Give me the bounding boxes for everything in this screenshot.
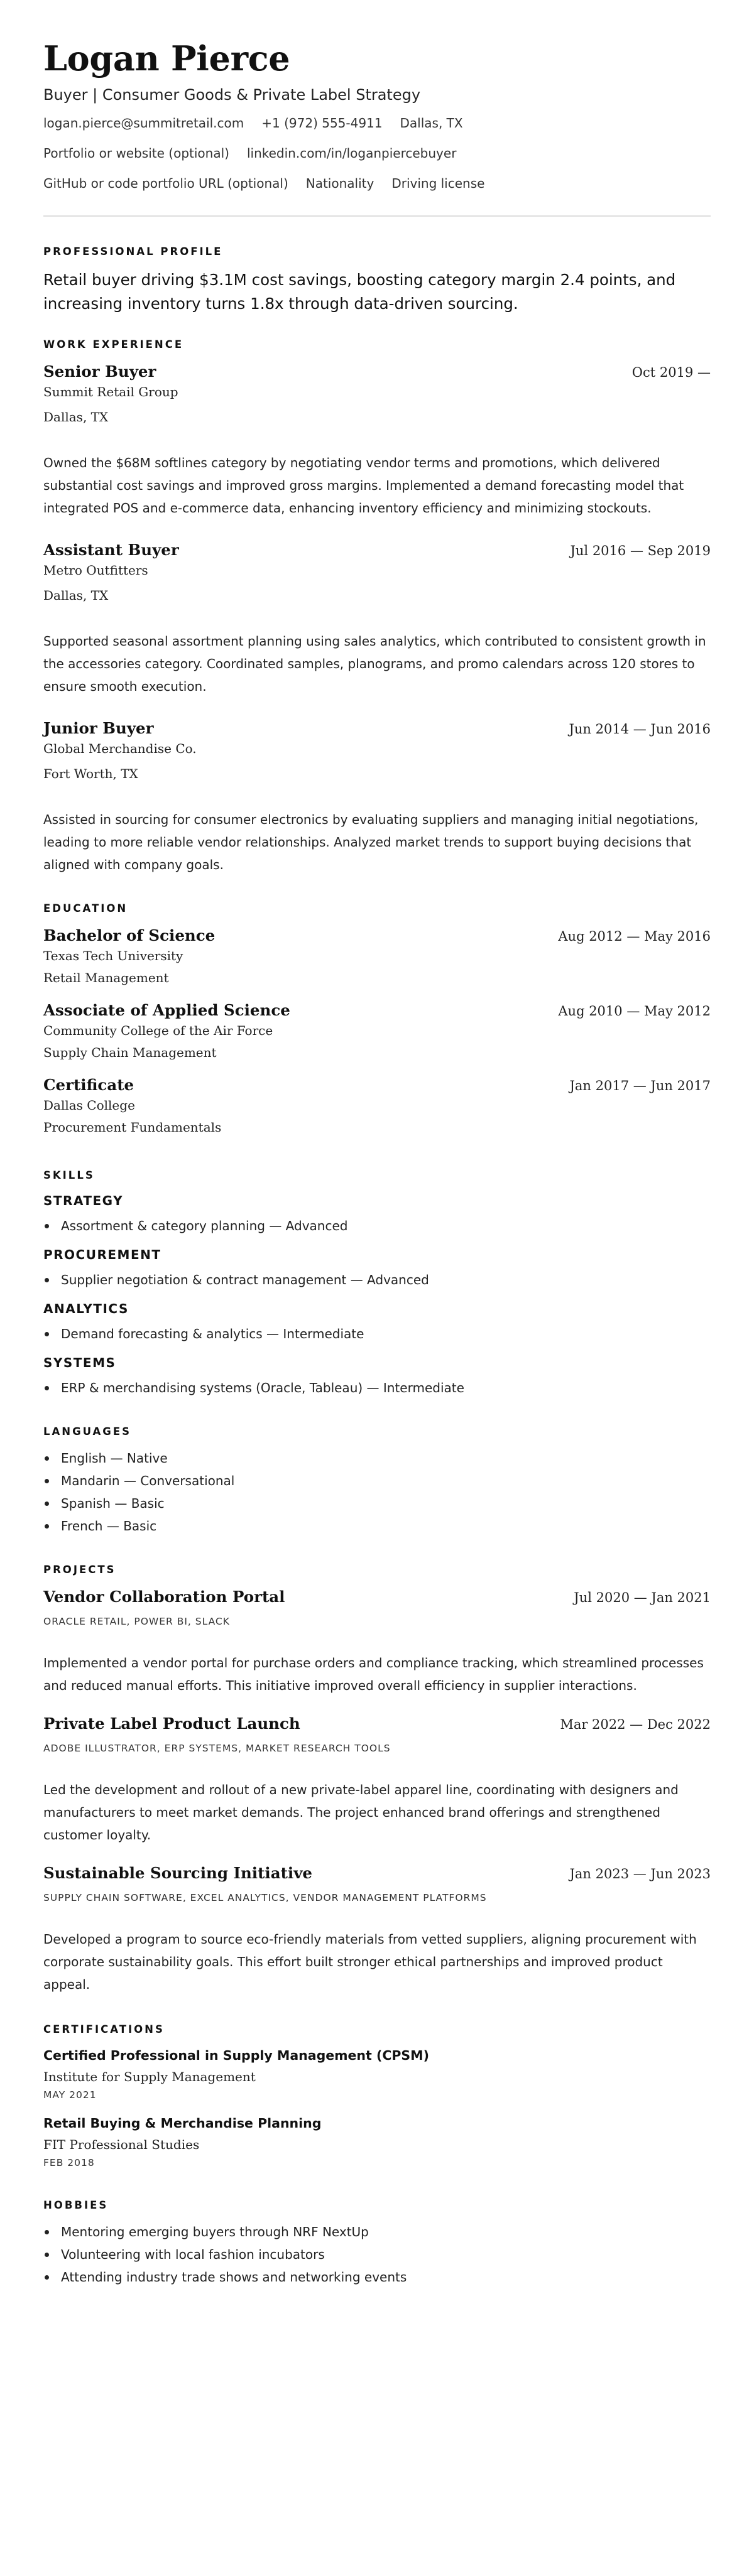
certifications-section: [43, 2022, 711, 2170]
profile-summary: Retail buyer driving $3.1M cost savings, boosting category margin 2.4 points, and increasing inventory turns 1.8x through data-driven sourcing.: [43, 271, 676, 313]
profile-section: [43, 244, 711, 316]
job-location: Dallas, TX: [43, 409, 109, 425]
candidate-name: Logan Pierce: [43, 38, 290, 78]
job-company: Summit Retail Group: [43, 384, 178, 399]
section-title-hobbies: HOBBIES: [43, 2199, 109, 2211]
skill-category: [43, 1354, 711, 1399]
project-title: Sustainable Sourcing Initiative: [43, 1864, 313, 1882]
language-item: French — Basic: [43, 1515, 711, 1537]
school-name: Dallas College: [43, 1098, 135, 1113]
skill-category-name: ANALYTICS: [43, 1301, 129, 1316]
location-text: Dallas, TX: [400, 116, 463, 131]
extra-info-row: [43, 175, 711, 192]
project-date: Jul 2020 — Jan 2021: [574, 1590, 711, 1605]
degree-title: Certificate: [43, 1076, 134, 1094]
section-title-skills: SKILLS: [43, 1169, 95, 1181]
project-entry: [43, 1863, 711, 1996]
project-description: Led the development and rollout of a new private-label apparel line, coordinating with designers and manufacturers to meet market demands. The project enhanced brand offerings and strengthened customer loyalty.: [43, 1782, 679, 1843]
hobby-item: Volunteering with local fashion incubators: [43, 2243, 711, 2266]
education-date: Aug 2010 — May 2012: [558, 1004, 711, 1019]
job-location: Fort Worth, TX: [43, 766, 138, 781]
school-name: Texas Tech University: [43, 948, 183, 963]
experience-entry: [43, 718, 711, 876]
language-item: Mandarin — Conversational: [43, 1469, 711, 1492]
project-description: Developed a program to source eco-friendly materials from vetted suppliers, aligning procurement with corporate sustainability goals. This effort built stronger ethical partnerships and improved product appeal.: [43, 1932, 697, 1992]
section-title-projects: PROJECTS: [43, 1564, 116, 1576]
language-item: English — Native: [43, 1447, 711, 1469]
candidate-headline: Buyer | Consumer Goods & Private Label Strategy: [43, 86, 421, 104]
header-divider: [43, 215, 711, 217]
degree-title: Associate of Applied Science: [43, 1001, 290, 1019]
job-description: Owned the $68M softlines category by negotiating vendor terms and promotions, which delivered substantial cost savings and improved gross margins. Implemented a demand forecasting model that integrated POS and e-commerce data, enhancing inventory efficiency and minimizing stockouts.: [43, 455, 684, 516]
experience-entry: [43, 361, 711, 519]
skill-item: ERP & merchandising systems (Oracle, Tableau) — Intermediate: [43, 1377, 711, 1399]
certification-name: Retail Buying & Merchandise Planning: [43, 2116, 322, 2131]
field-of-study: Procurement Fundamentals: [43, 1120, 222, 1135]
section-title-profile: PROFESSIONAL PROFILE: [43, 246, 223, 257]
skill-item: Supplier negotiation & contract management — Advanced: [43, 1269, 711, 1291]
job-location: Dallas, TX: [43, 588, 109, 603]
certification-issuer: FIT Professional Studies: [43, 2137, 200, 2152]
contact-row: [43, 114, 711, 132]
experience-section: [43, 337, 711, 876]
project-tech: SUPPLY CHAIN SOFTWARE, EXCEL ANALYTICS, VENDOR MANAGEMENT PLATFORMS: [43, 1892, 487, 1903]
driving-license-text: Driving license: [391, 176, 485, 191]
portfolio-link[interactable]: Portfolio or website (optional): [43, 146, 229, 161]
github-link[interactable]: GitHub or code portfolio URL (optional): [43, 176, 288, 191]
language-item: Spanish — Basic: [43, 1492, 711, 1515]
education-entry: [43, 1000, 711, 1062]
certification-entry: [43, 2046, 711, 2102]
section-title-education: EDUCATION: [43, 902, 128, 914]
project-entry: [43, 1586, 711, 1697]
skill-category-name: SYSTEMS: [43, 1355, 116, 1370]
school-name: Community College of the Air Force: [43, 1023, 273, 1038]
certification-entry: [43, 2114, 711, 2170]
project-title: Vendor Collaboration Portal: [43, 1588, 285, 1606]
skills-section: [43, 1168, 711, 1399]
links-row: [43, 144, 711, 162]
hobby-item: Mentoring emerging buyers through NRF NextUp: [43, 2221, 711, 2243]
resume-header: [43, 36, 711, 192]
project-tech: ADOBE ILLUSTRATOR, ERP SYSTEMS, MARKET RESEARCH TOOLS: [43, 1743, 391, 1754]
project-date: Jan 2023 — Jun 2023: [569, 1866, 711, 1881]
certification-name: Certified Professional in Supply Management (CPSM): [43, 2048, 429, 2063]
project-date: Mar 2022 — Dec 2022: [560, 1717, 711, 1732]
field-of-study: Supply Chain Management: [43, 1045, 217, 1060]
job-company: Global Merchandise Co.: [43, 741, 197, 756]
skill-item: Demand forecasting & analytics — Intermediate: [43, 1323, 711, 1345]
skill-category-name: STRATEGY: [43, 1193, 124, 1208]
skill-category: [43, 1192, 711, 1237]
certification-date: FEB 2018: [43, 2157, 95, 2168]
education-entry: [43, 1074, 711, 1137]
experience-entry: [43, 539, 711, 698]
hobby-item: Attending industry trade shows and networking events: [43, 2266, 711, 2288]
skill-category: [43, 1246, 711, 1291]
job-description: Assisted in sourcing for consumer electronics by evaluating suppliers and managing initial negotiations, leading to more reliable vendor relationships. Analyzed market trends to support buying decisions that aligned with company goals.: [43, 812, 699, 872]
project-description: Implemented a vendor portal for purchase orders and compliance tracking, which streamlined processes and reduced manual efforts. This initiative improved overall efficiency in supplier interactions.: [43, 1655, 704, 1693]
project-tech: ORACLE RETAIL, POWER BI, SLACK: [43, 1616, 230, 1627]
job-date: Jun 2014 — Jun 2016: [569, 722, 711, 737]
skill-item: Assortment & category planning — Advanced: [43, 1215, 711, 1237]
education-date: Aug 2012 — May 2016: [558, 929, 711, 944]
job-title: Assistant Buyer: [43, 541, 179, 559]
phone-text: +1 (972) 555-4911: [261, 116, 383, 131]
job-company: Metro Outfitters: [43, 563, 148, 578]
linkedin-link[interactable]: linkedin.com/in/loganpiercebuyer: [246, 146, 457, 161]
education-entry: [43, 925, 711, 987]
job-date: Oct 2019 —: [631, 365, 711, 380]
skill-category-name: PROCUREMENT: [43, 1247, 161, 1262]
hobbies-section: [43, 2198, 711, 2288]
section-title-languages: LANGUAGES: [43, 1426, 131, 1437]
project-title: Private Label Product Launch: [43, 1714, 300, 1733]
projects-section: [43, 1562, 711, 1996]
project-entry: [43, 1713, 711, 1846]
job-title: Senior Buyer: [43, 362, 156, 381]
email-link[interactable]: logan.pierce@summitretail.com: [43, 116, 244, 131]
languages-section: [43, 1424, 711, 1537]
skill-category: [43, 1300, 711, 1345]
job-description: Supported seasonal assortment planning using sales analytics, which contributed to consistent growth in the accessories category. Coordinated samples, planograms, and promo calendars across 120 stores to ensure smooth execution.: [43, 634, 706, 694]
education-section: [43, 901, 711, 1137]
nationality-text: Nationality: [305, 176, 374, 191]
job-title: Junior Buyer: [43, 719, 154, 737]
section-title-certifications: CERTIFICATIONS: [43, 2023, 165, 2035]
education-date: Jan 2017 — Jun 2017: [569, 1078, 711, 1093]
section-title-experience: WORK EXPERIENCE: [43, 338, 184, 350]
certification-issuer: Institute for Supply Management: [43, 2069, 256, 2084]
degree-title: Bachelor of Science: [43, 926, 216, 944]
job-date: Jul 2016 — Sep 2019: [570, 543, 711, 558]
certification-date: MAY 2021: [43, 2089, 97, 2101]
field-of-study: Retail Management: [43, 970, 169, 985]
